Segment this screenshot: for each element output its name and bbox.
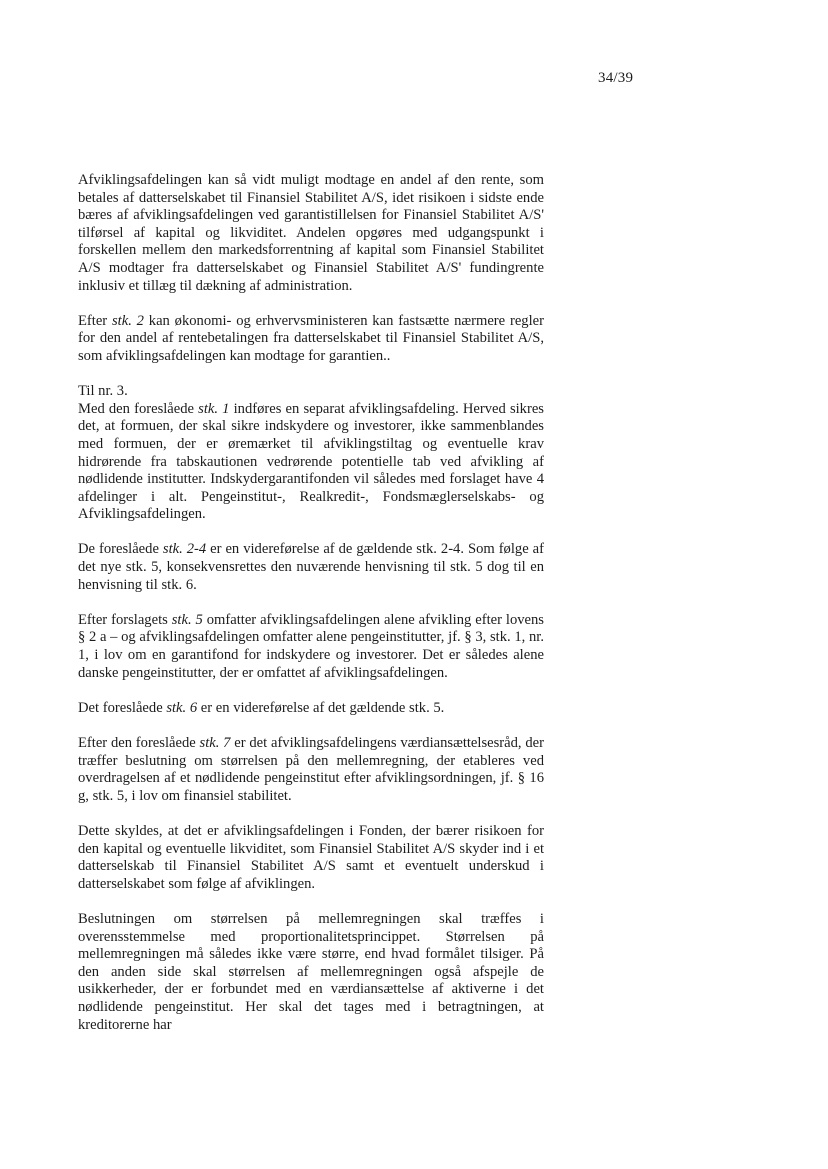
paragraph-stk2-4: De foreslåede stk. 2-4 er en videreførelse af de gældende stk. 2-4. Som følge af det nye stk. 5, konsekvensrettes den nuværende henvisning til stk. 5 dog til en henvisning til stk. 6. [78, 541, 544, 593]
paragraph-stk2-regulation: Efter stk. 2 kan økonomi- og erhvervsministeren kan fastsætte nærmere regler for den andel af rentebetalingen fra datterselskabet til Finansiel Stabilitet A/S, som afviklingsafdelingen kan modtage for garantien.. [78, 312, 544, 364]
paragraph-risk: Dette skyldes, at det er afviklingsafdelingen i Fonden, der bærer risikoen for den kapital og eventuelle likviditet, som Finansiel Stabilitet A/S skyder ind i et datterselskab til Finansiel Stabilitet A/S samt et eventuelt underskud i datterselskabet som følge af afviklingen. [78, 822, 544, 892]
paragraph-stk7-valuation: Efter den foreslåede stk. 7 er det afviklingsafdelingens værdiansættelsesråd, der træffer beslutning om størrelsen på den mellemregning, der etableres ved overdragelsen af et nødlidende pengeinstitut efter afviklingsordningen, jf. § 16 g, stk. 5, i lov om finansiel stabilitet. [78, 735, 544, 804]
paragraph-separate-department: Med den foreslåede stk. 1 indføres en separat afviklingsafdeling. Herved sikres det, at formuen, der skal sikre indskydere og investorer, ikke sammenblandes med formuen, der er øremærket til afviklingstiltag og eventuelle krav hidrørende fra tabskautionen vedrørende potentielle tab ved afvikling af nødlidende institutter. Indskydergarantifonden vil således med forslaget have 4 afdelinger i alt. Pengeinstitut-, Realkredit-, Fondsmæglerselskabs- og Afviklingsafdelingen. [78, 400, 544, 523]
stk-reference: stk. 6 [166, 699, 198, 716]
paragraph-remuneration: Afviklingsafdelingen kan så vidt muligt modtage en andel af den rente, som betales af datterselskabet til Finansiel Stabilitet A/S, idet risikoen i sidste ende bæres af afviklingsafdelingen ved garantistillelsen for Finansiel Stabilitet A/S' tilførsel af kapital og likviditet. Andelen opgøres med udgangspunkt i forskellen mellem den markedsforrentning af kapital som Finansiel Stabilitet A/S modtager fra datterselskabet og Finansiel Stabilitet A/S' fundingrente inklusiv et tillæg til dækning af administration. [78, 172, 544, 294]
section-heading-nr3: Til nr. 3. [78, 383, 128, 400]
page-number: 34/39 [598, 70, 634, 86]
stk-reference: stk. 5 [171, 611, 203, 628]
body-text [78, 172, 544, 1034]
stk-reference: stk. 2 [111, 312, 144, 329]
paragraph-proportionality: Beslutningen om størrelsen på mellemregningen skal træffes i overensstemmelse med proportionalitetsprincippet. Størrelsen på mellemregningen må således ikke være større, end hvad formålet tilsiger. På den anden side skal størrelsen af mellemregningen også afspejle de usikkerheder, der er forbundet med en værdiansættelse af aktiverne i det nødlidende pengeinstitut. Her skal det tages med i betragtningen, at kreditorerne har [78, 910, 544, 1033]
paragraph-stk5-scope: Efter forslagets stk. 5 omfatter afviklingsafdelingen alene afvikling efter lovens § 2 a – og afviklingsafdelingen omfatter alene pengeinstitutter, jf. § 3, stk. 1, nr. 1, i lov om en garantifond for indskydere og investorer. Det er således alene danske pengeinstitutter, der er omfattet af afviklingsafdelingen. [78, 611, 544, 681]
stk-reference: stk. 2-4 [162, 541, 207, 558]
stk-reference: stk. 7 [199, 735, 231, 751]
stk-reference: stk. 1 [198, 400, 230, 417]
paragraph-stk6: Det foreslåede stk. 6 er en videreførelse af det gældende stk. 5. [78, 699, 445, 716]
